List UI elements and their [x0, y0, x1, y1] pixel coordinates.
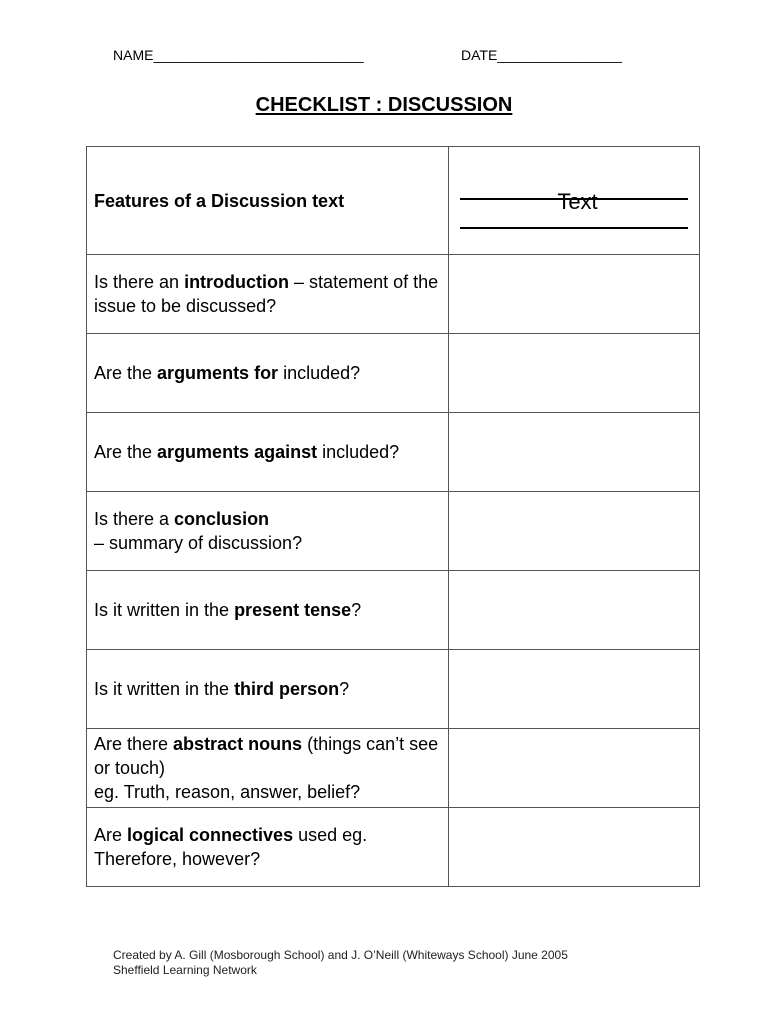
- footer-created-by: Created by A. Gill (Mosborough School) and J. O’Neill (Whiteways School) June 2005: [113, 948, 568, 962]
- features-heading: Features of a Discussion text: [87, 147, 449, 255]
- table-row: [87, 413, 700, 492]
- answer-cell[interactable]: [449, 334, 700, 413]
- question-cell: Are the arguments against included?: [87, 413, 449, 492]
- date-field-label: DATE________________: [461, 47, 622, 63]
- answer-cell[interactable]: [449, 808, 700, 887]
- answer-cell[interactable]: [449, 492, 700, 571]
- table-row: [87, 729, 700, 808]
- table-row: [87, 571, 700, 650]
- checklist-table: [86, 146, 700, 887]
- question-cell: Are the arguments for included?: [87, 334, 449, 413]
- table-row: [87, 650, 700, 729]
- question-cell: Is it written in the third person?: [87, 650, 449, 729]
- key-feature: logical connectives: [127, 825, 294, 845]
- table-header-row: [87, 147, 700, 255]
- page-title: CHECKLIST : DISCUSSION: [255, 94, 513, 116]
- question-cell: Is there a conclusion – summary of discussion?: [87, 492, 449, 571]
- question-cell: Are there abstract nouns (things can’t see or touch) eg. Truth, reason, answer, belief?: [87, 729, 449, 808]
- text-blank-line-1: [460, 198, 688, 200]
- table-row: [87, 492, 700, 571]
- footer-credits: [113, 948, 568, 978]
- table-row: [87, 334, 700, 413]
- text-heading: Text: [557, 188, 598, 214]
- answer-cell[interactable]: [449, 729, 700, 808]
- question-cell: Is it written in the present tense?: [87, 571, 449, 650]
- key-feature: introduction: [184, 272, 290, 292]
- answer-cell[interactable]: [449, 571, 700, 650]
- question-cell: Is there an introduction – statement of the issue to be discussed?: [87, 255, 449, 334]
- text-blank-line-2: [460, 227, 688, 229]
- answer-cell[interactable]: [449, 413, 700, 492]
- key-feature: third person: [234, 679, 340, 699]
- question-cell: Are logical connectives used eg. Therefore, however?: [87, 808, 449, 887]
- text-heading-cell: [449, 147, 700, 255]
- key-feature: arguments for: [157, 363, 279, 383]
- table-row: [87, 808, 700, 887]
- key-feature: arguments against: [157, 442, 318, 462]
- name-field-label: NAME___________________________: [113, 47, 364, 63]
- table-row: [87, 255, 700, 334]
- answer-cell[interactable]: [449, 650, 700, 729]
- key-feature: abstract nouns: [173, 734, 303, 754]
- key-feature: conclusion: [174, 509, 270, 529]
- key-feature: present tense: [234, 600, 352, 620]
- footer-network: Sheffield Learning Network: [113, 963, 257, 977]
- answer-cell[interactable]: [449, 255, 700, 334]
